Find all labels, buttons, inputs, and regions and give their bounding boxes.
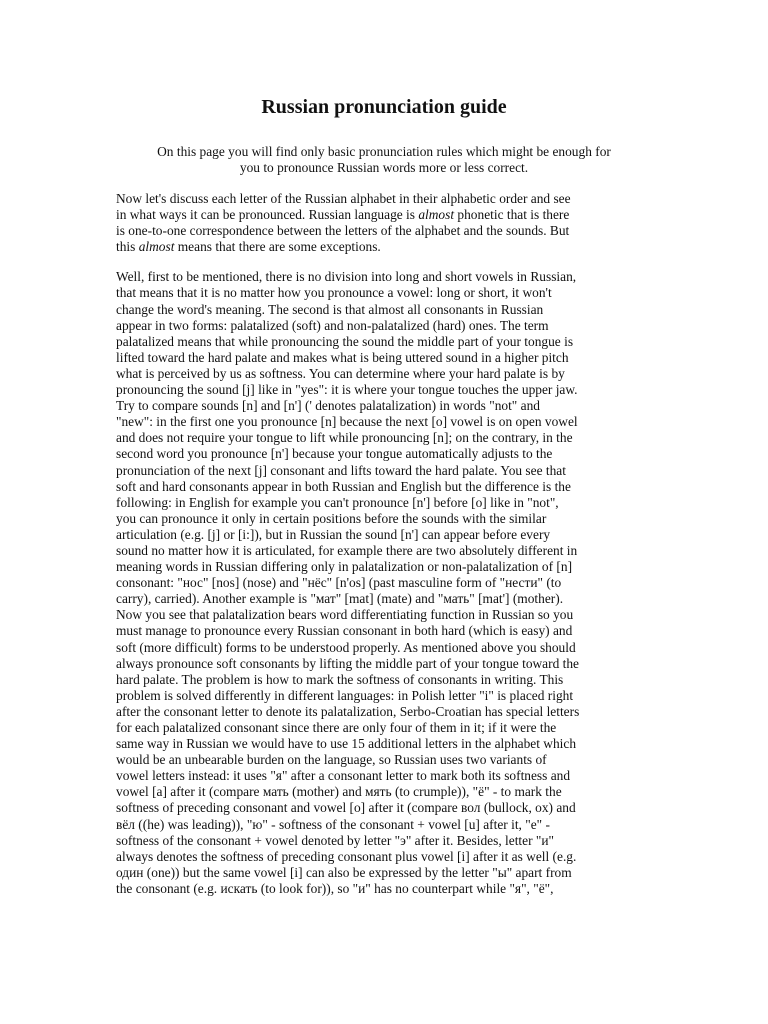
text-line: "new": in the first one you pronounce [n] because the next [o] vowel is on open vowel bbox=[116, 414, 578, 430]
text-segment: in what ways it can be pronounced. Russian language is bbox=[116, 207, 419, 223]
text-line: soft (more difficult) forms to be understood properly. As mentioned above you should bbox=[116, 639, 576, 655]
text-line: hard palate. The problem is how to mark the softness of consonants in writing. This bbox=[116, 671, 564, 687]
text-line: sound no matter how it is articulated, for example there are two absolutely different in bbox=[116, 542, 578, 558]
text-line: softness of the consonant + vowel denoted by letter "э" after it. Besides, letter "и" bbox=[116, 832, 554, 848]
page-title: Russian pronunciation guide bbox=[261, 96, 507, 118]
text-line: you can pronounce it only in certain positions before the sounds with the similar bbox=[116, 510, 547, 526]
text-line: that means that it is no matter how you pronounce a vowel: long or short, it won't bbox=[116, 285, 552, 301]
text-line: consonant: "нос" [nos] (nose) and "нёс" [n'os] (past masculine form of "нести" (to bbox=[116, 575, 562, 591]
text-line: soft and hard consonants appear in both Russian and English but the difference is the bbox=[116, 478, 571, 494]
text-line: what is perceived by us as softness. You can determine where your hard palate is by bbox=[116, 365, 565, 381]
text-line: for each palatalized consonant since there are only four of them in it; if it were the bbox=[116, 720, 557, 735]
text-line: following: in English for example you can't pronounce [n'] before [o] like in "not", bbox=[116, 494, 559, 510]
emphasis-almost: almost bbox=[138, 239, 175, 255]
text-segment: this bbox=[116, 239, 139, 255]
text-line bbox=[116, 207, 652, 223]
text-line bbox=[116, 239, 652, 255]
text-line: after the consonant letter to denote its palatalization, Serbo-Croatian has special letters bbox=[116, 703, 580, 719]
text-line: palatalized means that while pronouncing the sound the middle part of your tongue is bbox=[116, 333, 574, 349]
intro-line: you to pronounce Russian words more or less correct. bbox=[239, 160, 529, 175]
paragraph-palatalization bbox=[116, 269, 652, 897]
text-line: second word you pronounce [n'] because your tongue automatically adjusts to the bbox=[116, 446, 553, 462]
text-line: always pronounce soft consonants by lifting the middle part of your tongue toward the bbox=[116, 655, 579, 671]
text-line: pronunciation of the next [j] consonant and lifts toward the hard palate. You see that bbox=[116, 462, 566, 478]
text-line: carry), carried). Another example is "мат" [mat] (mate) and "мать" [mat'] (mother). bbox=[116, 591, 564, 607]
emphasis-almost: almost bbox=[418, 207, 455, 223]
text-line: and does not require your tongue to lift while pronouncing [n]; on the contrary, in the bbox=[116, 430, 573, 446]
text-line: would be an unbearable burden on the language, so Russian uses two variants of bbox=[116, 752, 547, 768]
text-line: articulation (e.g. [j] or [i:]), but in Russian the sound [n'] can appear before every bbox=[116, 526, 551, 542]
text-line: vowel [a] after it (compare мать (mother) and мять (to crumple)), "ё" - to mark the bbox=[116, 784, 562, 800]
text-line: lifted toward the hard palate and makes what is being uttered sound in a higher pitch bbox=[116, 349, 569, 365]
intro-paragraph bbox=[116, 144, 652, 176]
text-line: the consonant (e.g. искать (to look for)), so "и" has no counterpart while "я", "ё", bbox=[116, 880, 554, 896]
text-line: softness of preceding consonant and vowel [o] after it (compare вол (bullock, ox) and bbox=[116, 800, 576, 816]
text-line: appear in two forms: palatalized (soft) and non-palatalized (hard) ones. The term bbox=[116, 317, 549, 333]
text-line: Try to compare sounds [n] and [n'] (' denotes palatalization) in words "not" and bbox=[116, 398, 540, 414]
text-line: vowel letters instead: it uses "я" after a consonant letter to mark both its softness and bbox=[116, 768, 571, 784]
text-line: change the word's meaning. The second is that almost all consonants in Russian bbox=[116, 301, 544, 317]
text-segment: means that there are some exceptions. bbox=[174, 239, 381, 255]
text-line: is one-to-one correspondence between the letters of the alphabet and the sounds. But bbox=[116, 223, 570, 239]
text-line: Now you see that palatalization bears word differentiating function in Russian so you bbox=[116, 607, 574, 623]
text-line: problem is solved differently in different languages: in Polish letter "i" is placed right bbox=[116, 687, 574, 703]
text-line: pronouncing the sound [j] like in "yes": it is where your tongue touches the upper jaw. bbox=[116, 382, 578, 398]
text-line: same way in Russian we would have to use 15 additional letters in the alphabet which bbox=[116, 736, 577, 752]
text-line: must manage to pronounce every Russian consonant in both hard (which is easy) and bbox=[116, 623, 573, 639]
intro-line: On this page you will find only basic pronunciation rules which might be enough for bbox=[157, 144, 611, 159]
text-line: Now let's discuss each letter of the Russian alphabet in their alphabetic order and see bbox=[116, 191, 571, 206]
text-line: meaning words in Russian differing only in palatalization or non-palatalization of [n] bbox=[116, 559, 573, 575]
paragraph-alphabet bbox=[116, 191, 652, 255]
text-line: Well, first to be mentioned, there is no division into long and short vowels in Russian, bbox=[116, 269, 577, 285]
text-line: вёл ((he) was leading)), "ю" - softness of the consonant + vowel [u] after it, "е" - bbox=[116, 816, 550, 832]
text-line: always denotes the softness of preceding consonant plus vowel [i] after it as well (e.g. bbox=[116, 848, 577, 864]
document-page bbox=[116, 0, 652, 897]
text-line: один (one)) but the same vowel [i] can also be expressed by the letter "ы" apart from bbox=[116, 864, 572, 880]
text-segment: phonetic that is there bbox=[454, 207, 570, 223]
